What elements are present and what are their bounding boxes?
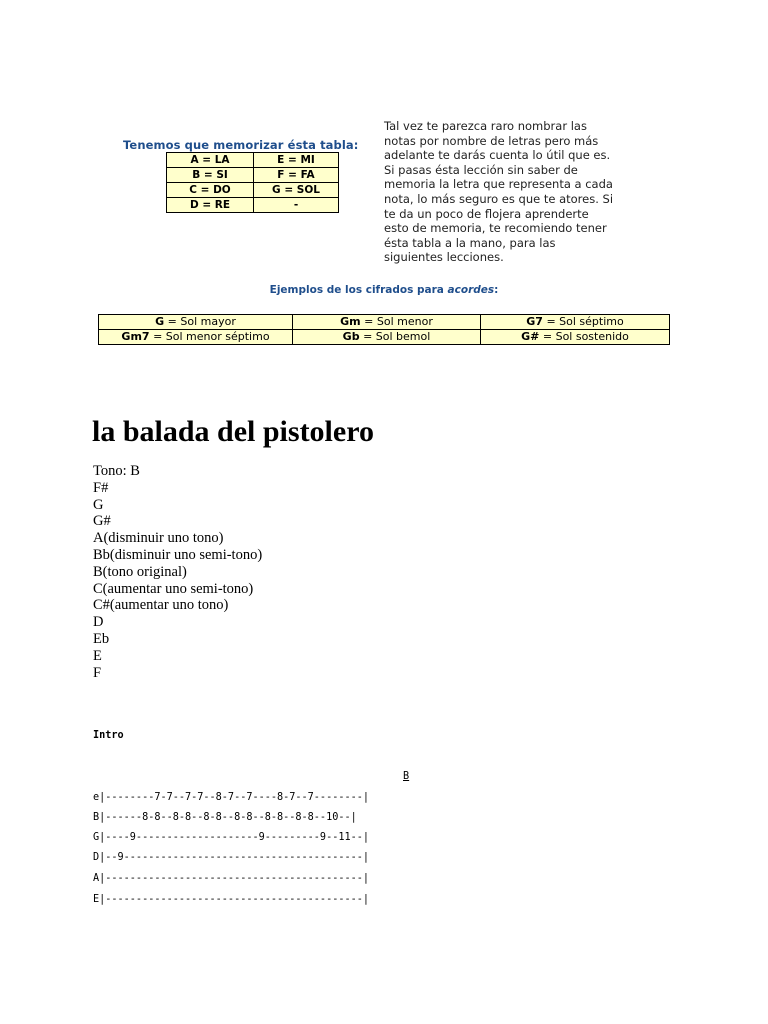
explanatory-note bbox=[384, 119, 654, 265]
note-line: Tal vez te parezca raro nombrar las bbox=[384, 119, 587, 133]
tone-list bbox=[93, 463, 262, 681]
table-row bbox=[99, 330, 670, 345]
table-cell bbox=[481, 330, 670, 345]
chord-meaning: = Sol mayor bbox=[164, 315, 236, 328]
list-item: G# bbox=[93, 513, 111, 530]
tab-line-b: B|------8-8--8-8--8-8--8-8--8-8--8-8--10--| bbox=[93, 812, 357, 823]
table-cell: - bbox=[254, 198, 339, 213]
chord-symbol: Gm7 bbox=[121, 330, 150, 343]
list-item: Tono: B bbox=[93, 463, 140, 479]
table-row bbox=[167, 198, 339, 213]
table-cell: G = SOL bbox=[254, 183, 339, 198]
table-row bbox=[167, 183, 339, 198]
list-item: D bbox=[93, 614, 104, 631]
chord-symbol: G7 bbox=[526, 315, 543, 328]
song-title: la balada del pistolero bbox=[92, 415, 374, 448]
table-cell: E = MI bbox=[254, 153, 339, 168]
table-cell: A = LA bbox=[167, 153, 254, 168]
chord-symbol: Gm bbox=[340, 315, 361, 328]
table-cell bbox=[99, 330, 293, 345]
tab-line-a: A|------------------------------------------| bbox=[93, 873, 370, 884]
tab-line-g: G|----9--------------------9---------9--11--| bbox=[93, 832, 370, 843]
memo-table-caption: Tenemos que memorizar ésta tabla: bbox=[123, 138, 359, 152]
tab-line-low-e: E|------------------------------------------| bbox=[93, 894, 370, 905]
chord-examples-caption bbox=[0, 284, 768, 296]
table-cell: F = FA bbox=[254, 168, 339, 183]
note-line: nota, lo más seguro es que te atores. Si bbox=[384, 191, 614, 206]
list-item: Eb bbox=[93, 630, 110, 647]
table-cell: C = DO bbox=[167, 183, 254, 198]
chord-notation-table bbox=[98, 314, 670, 345]
table-cell: D = RE bbox=[167, 198, 254, 213]
note-line: adelante te darás cuenta lo útil que es. bbox=[384, 148, 611, 163]
table-cell bbox=[481, 315, 670, 330]
list-item: A(disminuir uno tono) bbox=[93, 530, 224, 547]
note-line: siguientes lecciones. bbox=[384, 250, 504, 265]
table-row bbox=[167, 153, 339, 168]
chord-meaning: = Sol sostenido bbox=[539, 330, 629, 343]
note-line: ésta tabla a la mano, para las bbox=[384, 235, 556, 250]
chord-meaning: = Sol menor séptimo bbox=[149, 330, 270, 343]
chord-symbol: G# bbox=[521, 330, 540, 343]
caption-italic-text: acordes bbox=[447, 284, 495, 296]
tab-line-e: e|--------7-7--7-7--8-7--7----8-7--7--------| bbox=[93, 792, 370, 803]
list-item: Bb(disminuir uno semi-tono) bbox=[93, 546, 263, 563]
note-line: notas por nombre de letras pero más bbox=[384, 133, 599, 148]
list-item: F bbox=[93, 664, 102, 681]
chord-marker: B bbox=[403, 771, 410, 782]
tab-line-d: D|--9---------------------------------------| bbox=[93, 852, 370, 863]
caption-suffix: : bbox=[494, 284, 499, 296]
list-item: F# bbox=[93, 479, 109, 496]
list-item: E bbox=[93, 647, 102, 664]
chord-meaning: = Sol menor bbox=[360, 315, 433, 328]
table-cell: B = SI bbox=[167, 168, 254, 183]
note-line: memoria la letra que representa a cada bbox=[384, 177, 613, 192]
chord-symbol: G bbox=[155, 315, 165, 328]
list-item: C#(aumentar uno tono) bbox=[93, 597, 229, 614]
table-cell bbox=[99, 315, 293, 330]
note-line: te da un poco de flojera aprenderte bbox=[384, 206, 589, 221]
note-line: esto de memoria, te recomiendo tener bbox=[384, 221, 607, 236]
note-line: Si pasas ésta lección sin saber de bbox=[384, 162, 578, 177]
caption-text: Ejemplos de los cifrados para bbox=[269, 284, 448, 296]
table-row bbox=[167, 168, 339, 183]
table-cell bbox=[293, 330, 481, 345]
chord-meaning: = Sol bemol bbox=[359, 330, 431, 343]
table-cell bbox=[293, 315, 481, 330]
list-item: C(aumentar uno semi-tono) bbox=[93, 580, 254, 597]
table-row bbox=[99, 315, 670, 330]
chord-symbol: Gb bbox=[342, 330, 360, 343]
intro-label: Intro bbox=[93, 730, 124, 741]
chord-meaning: = Sol séptimo bbox=[542, 315, 624, 328]
list-item: G bbox=[93, 496, 104, 513]
note-letter-table bbox=[166, 152, 339, 213]
list-item: B(tono original) bbox=[93, 563, 187, 580]
